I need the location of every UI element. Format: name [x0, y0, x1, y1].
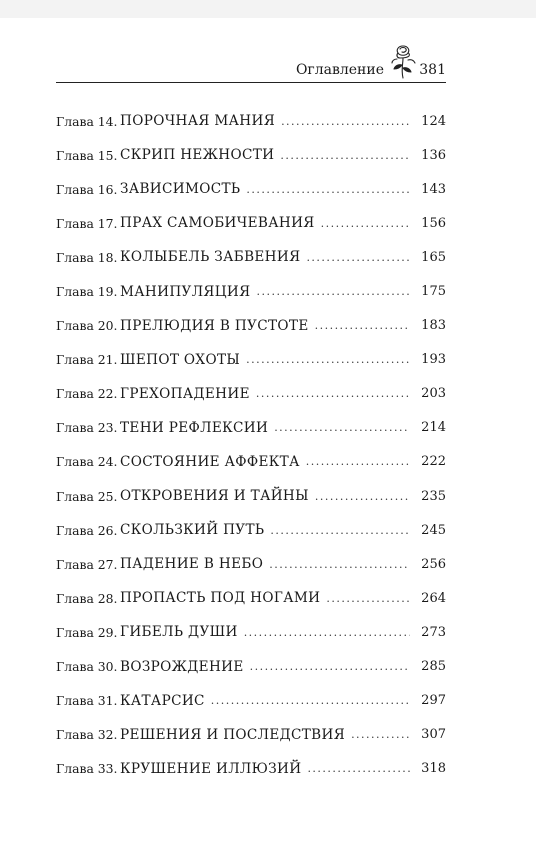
rose-ornament-icon	[386, 40, 420, 80]
toc-chapter-number: Глава 18.	[56, 249, 118, 265]
toc-entry	[56, 343, 446, 377]
toc-chapter-title: ПОРОЧНАЯ МАНИЯ	[120, 113, 276, 130]
toc-chapter-title: ГРЕХОПАДЕНИЕ	[120, 385, 250, 402]
toc-dot-leader	[315, 490, 410, 503]
toc-entry	[56, 138, 446, 172]
toc-entry	[56, 104, 446, 138]
toc-chapter-title: РЕШЕНИЯ И ПОСЛЕДСТВИЯ	[120, 726, 346, 743]
toc-chapter-title: МАНИПУЛЯЦИЯ	[120, 283, 251, 300]
toc-page-number: 124	[421, 113, 446, 129]
toc-entry	[56, 547, 446, 581]
toc-dot-leader	[269, 558, 410, 571]
toc-entry	[56, 684, 446, 718]
toc-dot-leader	[274, 421, 410, 434]
toc-dot-leader	[307, 762, 410, 775]
toc-entry	[56, 445, 446, 479]
toc-chapter-number: Глава 20.	[56, 318, 118, 334]
toc-entry	[56, 718, 446, 752]
toc-entry	[56, 309, 446, 343]
toc-entry	[56, 513, 446, 547]
toc-page-number: 285	[421, 659, 446, 675]
toc-dot-leader	[280, 149, 410, 162]
toc-chapter-title: КРУШЕНИЕ ИЛЛЮЗИЙ	[120, 760, 302, 777]
toc-page-number: 307	[421, 727, 446, 743]
toc-chapter-title: СКРИП НЕЖНОСТИ	[120, 147, 275, 164]
toc-chapter-number: Глава 31.	[56, 693, 118, 709]
toc-chapter-title: ТЕНИ РЕФЛЕКСИИ	[120, 419, 269, 436]
toc-chapter-title: ВОЗРОЖДЕНИЕ	[120, 658, 244, 675]
toc-dot-leader	[250, 660, 410, 673]
toc-chapter-number: Глава 22.	[56, 386, 118, 402]
toc-page-number: 175	[421, 284, 446, 300]
toc-chapter-title: СКОЛЬЗКИЙ ПУТЬ	[120, 522, 265, 539]
toc-dot-leader	[256, 285, 410, 298]
toc-dot-leader	[281, 115, 410, 128]
toc-dot-leader	[315, 319, 410, 332]
toc-page-number: 264	[421, 590, 446, 606]
toc-page-number: 245	[421, 522, 446, 538]
toc-chapter-title: ПРЕЛЮДИЯ В ПУСТОТЕ	[120, 317, 309, 334]
toc-page-number: 256	[421, 556, 446, 572]
toc-chapter-title: КАТАРСИС	[120, 692, 205, 709]
toc-entry	[56, 650, 446, 684]
toc-entry	[56, 172, 446, 206]
toc-page-number: 165	[421, 249, 446, 265]
toc-chapter-number: Глава 23.	[56, 420, 118, 436]
toc-entry	[56, 274, 446, 308]
toc-chapter-number: Глава 15.	[56, 147, 118, 163]
toc-chapter-title: ОТКРОВЕНИЯ И ТАЙНЫ	[120, 488, 309, 505]
toc-dot-leader	[246, 353, 410, 366]
toc-entry	[56, 752, 446, 786]
toc-entry	[56, 377, 446, 411]
toc-page-number: 235	[421, 488, 446, 504]
toc-entry	[56, 411, 446, 445]
toc-page-number: 136	[421, 147, 446, 163]
toc-page-number: 183	[421, 318, 446, 334]
toc-dot-leader	[256, 387, 410, 400]
toc-page-number: 193	[421, 352, 446, 368]
toc-entry	[56, 581, 446, 615]
toc-chapter-number: Глава 21.	[56, 352, 118, 368]
toc-dot-leader	[326, 592, 410, 605]
toc-chapter-number: Глава 27.	[56, 556, 118, 572]
toc-entry	[56, 615, 446, 649]
toc-chapter-title: ШЕПОТ ОХОТЫ	[120, 351, 241, 368]
toc-chapter-title: ПРОПАСТЬ ПОД НОГАМИ	[120, 590, 321, 607]
toc-chapter-number: Глава 33.	[56, 761, 118, 777]
toc-dot-leader	[351, 728, 410, 741]
toc-chapter-number: Глава 14.	[56, 113, 118, 129]
toc-chapter-number: Глава 19.	[56, 284, 118, 300]
toc-entry	[56, 479, 446, 513]
toc-page-number: 156	[421, 215, 446, 231]
table-of-contents	[56, 104, 446, 786]
toc-entry	[56, 206, 446, 240]
toc-entry	[56, 240, 446, 274]
toc-page-number: 222	[421, 454, 446, 470]
page-top-band	[0, 0, 536, 18]
toc-dot-leader	[211, 694, 410, 707]
toc-page-number: 297	[421, 693, 446, 709]
toc-chapter-number: Глава 30.	[56, 659, 118, 675]
toc-chapter-number: Глава 28.	[56, 590, 118, 606]
toc-dot-leader	[306, 251, 410, 264]
toc-chapter-number: Глава 25.	[56, 488, 118, 504]
toc-chapter-number: Глава 29.	[56, 624, 118, 640]
toc-chapter-title: ЗАВИСИМОСТЬ	[120, 181, 241, 198]
toc-page-number: 203	[421, 386, 446, 402]
toc-page-number: 143	[421, 181, 446, 197]
toc-dot-leader	[244, 626, 410, 639]
toc-dot-leader	[306, 455, 410, 468]
toc-page-number: 214	[421, 420, 446, 436]
toc-page-number: 273	[421, 624, 446, 640]
toc-chapter-title: ГИБЕЛЬ ДУШИ	[120, 624, 238, 641]
toc-chapter-title: ПРАХ САМОБИЧЕВАНИЯ	[120, 215, 315, 232]
header-rule	[56, 82, 446, 83]
toc-chapter-title: КОЛЫБЕЛЬ ЗАБВЕНИЯ	[120, 249, 301, 266]
toc-dot-leader	[321, 217, 410, 230]
toc-chapter-number: Глава 26.	[56, 522, 118, 538]
running-header	[56, 38, 446, 84]
toc-chapter-number: Глава 32.	[56, 727, 118, 743]
toc-chapter-number: Глава 24.	[56, 454, 118, 470]
toc-dot-leader	[270, 524, 410, 537]
toc-chapter-number: Глава 16.	[56, 181, 118, 197]
toc-chapter-number: Глава 17.	[56, 215, 118, 231]
toc-chapter-title: СОСТОЯНИЕ АФФЕКТА	[120, 453, 300, 470]
running-header-page-number: 381	[419, 62, 446, 78]
toc-page-number: 318	[421, 761, 446, 777]
toc-dot-leader	[246, 183, 410, 196]
running-header-title: Оглавление	[295, 62, 384, 78]
toc-chapter-title: ПАДЕНИЕ В НЕБО	[120, 556, 264, 573]
